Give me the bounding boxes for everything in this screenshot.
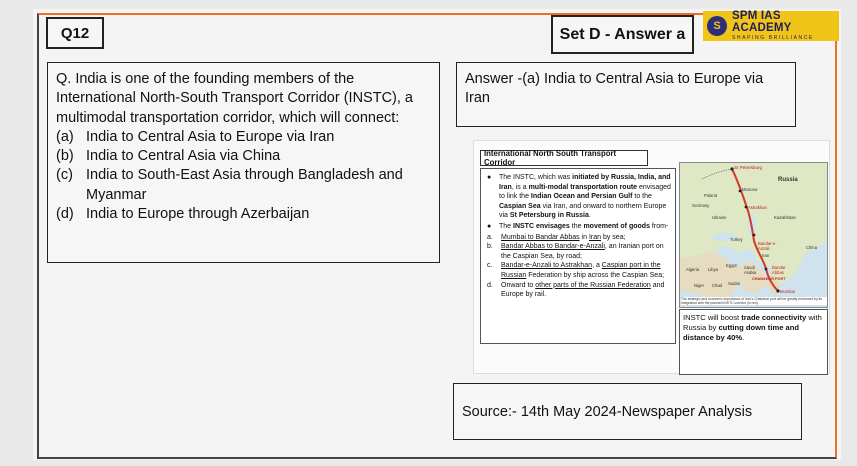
- map-caption: The strategic and economic importance of Iran's Chabahar port will be greatly enhanced by its integration with the planned INSTC corridor (in red).: [681, 297, 828, 305]
- option-d: [56, 205, 431, 224]
- option-c: [56, 166, 431, 205]
- map-label: CHABAHAR PORT: [752, 277, 786, 281]
- map-label: Algeria: [686, 267, 700, 272]
- map-label: Astrakhan: [748, 205, 767, 210]
- map-label: China: [806, 245, 817, 250]
- question-box: [47, 62, 440, 263]
- option-a: [56, 128, 431, 147]
- map-label: Egypt: [726, 263, 737, 268]
- map-label: Germany: [692, 203, 710, 208]
- option-key: (a): [56, 128, 74, 145]
- answer-box: Answer -(a) India to Central Asia to Europe via Iran: [456, 62, 796, 127]
- map-label: Niger: [694, 283, 705, 288]
- map-label: Turkey: [730, 237, 743, 242]
- newspaper-clipping: [473, 140, 830, 374]
- map-label: Bandar-e-Anzali: [758, 241, 777, 251]
- bullet-icon: ●: [487, 222, 492, 230]
- question-stem: Q. India is one of the founding members of the International North-South Transport Corridor (INSTC), a multimodal transportation corridor, which will connect:: [56, 71, 413, 126]
- clipping-bullet: ● The INSTC envisages the movement of goods from-: [487, 222, 669, 230]
- map-label: Saudi Arabia: [744, 265, 757, 275]
- option-key: (d): [56, 206, 74, 223]
- clipping-bullet: ● The INSTC, which was initiated by Russia, India, and Iran, is a multi-modal transportation route envisaged to link the Indian Ocean and Persian Gulf to the Caspian Sea via Iran, and onward to northern Europe via St Petersburg in Russia.: [487, 174, 671, 220]
- corridor-map: [679, 162, 828, 308]
- logo-name: SPM IAS ACADEMY: [732, 10, 792, 34]
- option-key: (b): [56, 148, 74, 165]
- option-text: India to South-East Asia through Bangladesh and Myanmar: [86, 167, 403, 203]
- logo-emblem-icon: S: [707, 16, 727, 36]
- option-b: [56, 147, 431, 166]
- clipping-sub-item: a. Mumbai to Bandar Abbas in Iran by sea;: [487, 233, 626, 241]
- option-text: India to Europe through Azerbaijan: [86, 206, 310, 223]
- map-label: Mumbai: [780, 289, 795, 294]
- map-label: Ukraine: [712, 215, 727, 220]
- map-label: Iran: [762, 253, 770, 258]
- clipping-note: INSTC will boost trade connectivity with Russia by cutting down time and distance by 40%.: [679, 309, 828, 375]
- question-number-badge: Q12: [46, 17, 104, 49]
- logo-tagline: SHAPING BRILLIANCE: [732, 35, 814, 41]
- source-box: Source:- 14th May 2024-Newspaper Analysis: [453, 383, 802, 440]
- map-label: Poland: [704, 193, 718, 198]
- map-label: Moscow: [742, 187, 758, 192]
- clipping-sub-item: c. Bandar-e-Anzali to Astrakhan, a Caspian port in the Russian Federation by ship across the Caspian Sea;: [487, 262, 665, 279]
- clipping-sub-item: b. Bandar Abbas to Bandar-e-Anzali, an Iranian port on the Caspian Sea, by road;: [487, 243, 664, 260]
- clipping-title: International North South Transport Corridor: [480, 150, 648, 166]
- option-text: India to Central Asia to Europe via Iran: [86, 128, 335, 145]
- academy-logo: [703, 11, 839, 41]
- map-label: Sudan: [728, 281, 741, 286]
- clipping-sub-item: d. Onward to other parts of the Russian Federation and Europe by rail.: [487, 281, 665, 299]
- bullet-icon: ●: [487, 174, 492, 181]
- map-label: Libya: [708, 267, 719, 272]
- set-answer-badge: Set D - Answer a: [551, 15, 694, 54]
- map-label: St Petersburg: [734, 165, 763, 170]
- clipping-body: [480, 168, 676, 344]
- map-label: Russia: [778, 177, 798, 183]
- map-label: Bandar Abbas: [772, 265, 786, 275]
- map-label: Chad: [712, 283, 723, 288]
- map-label: Kazakhstan: [774, 215, 796, 220]
- option-text: India to Central Asia via China: [86, 148, 281, 165]
- option-key: (c): [56, 167, 73, 184]
